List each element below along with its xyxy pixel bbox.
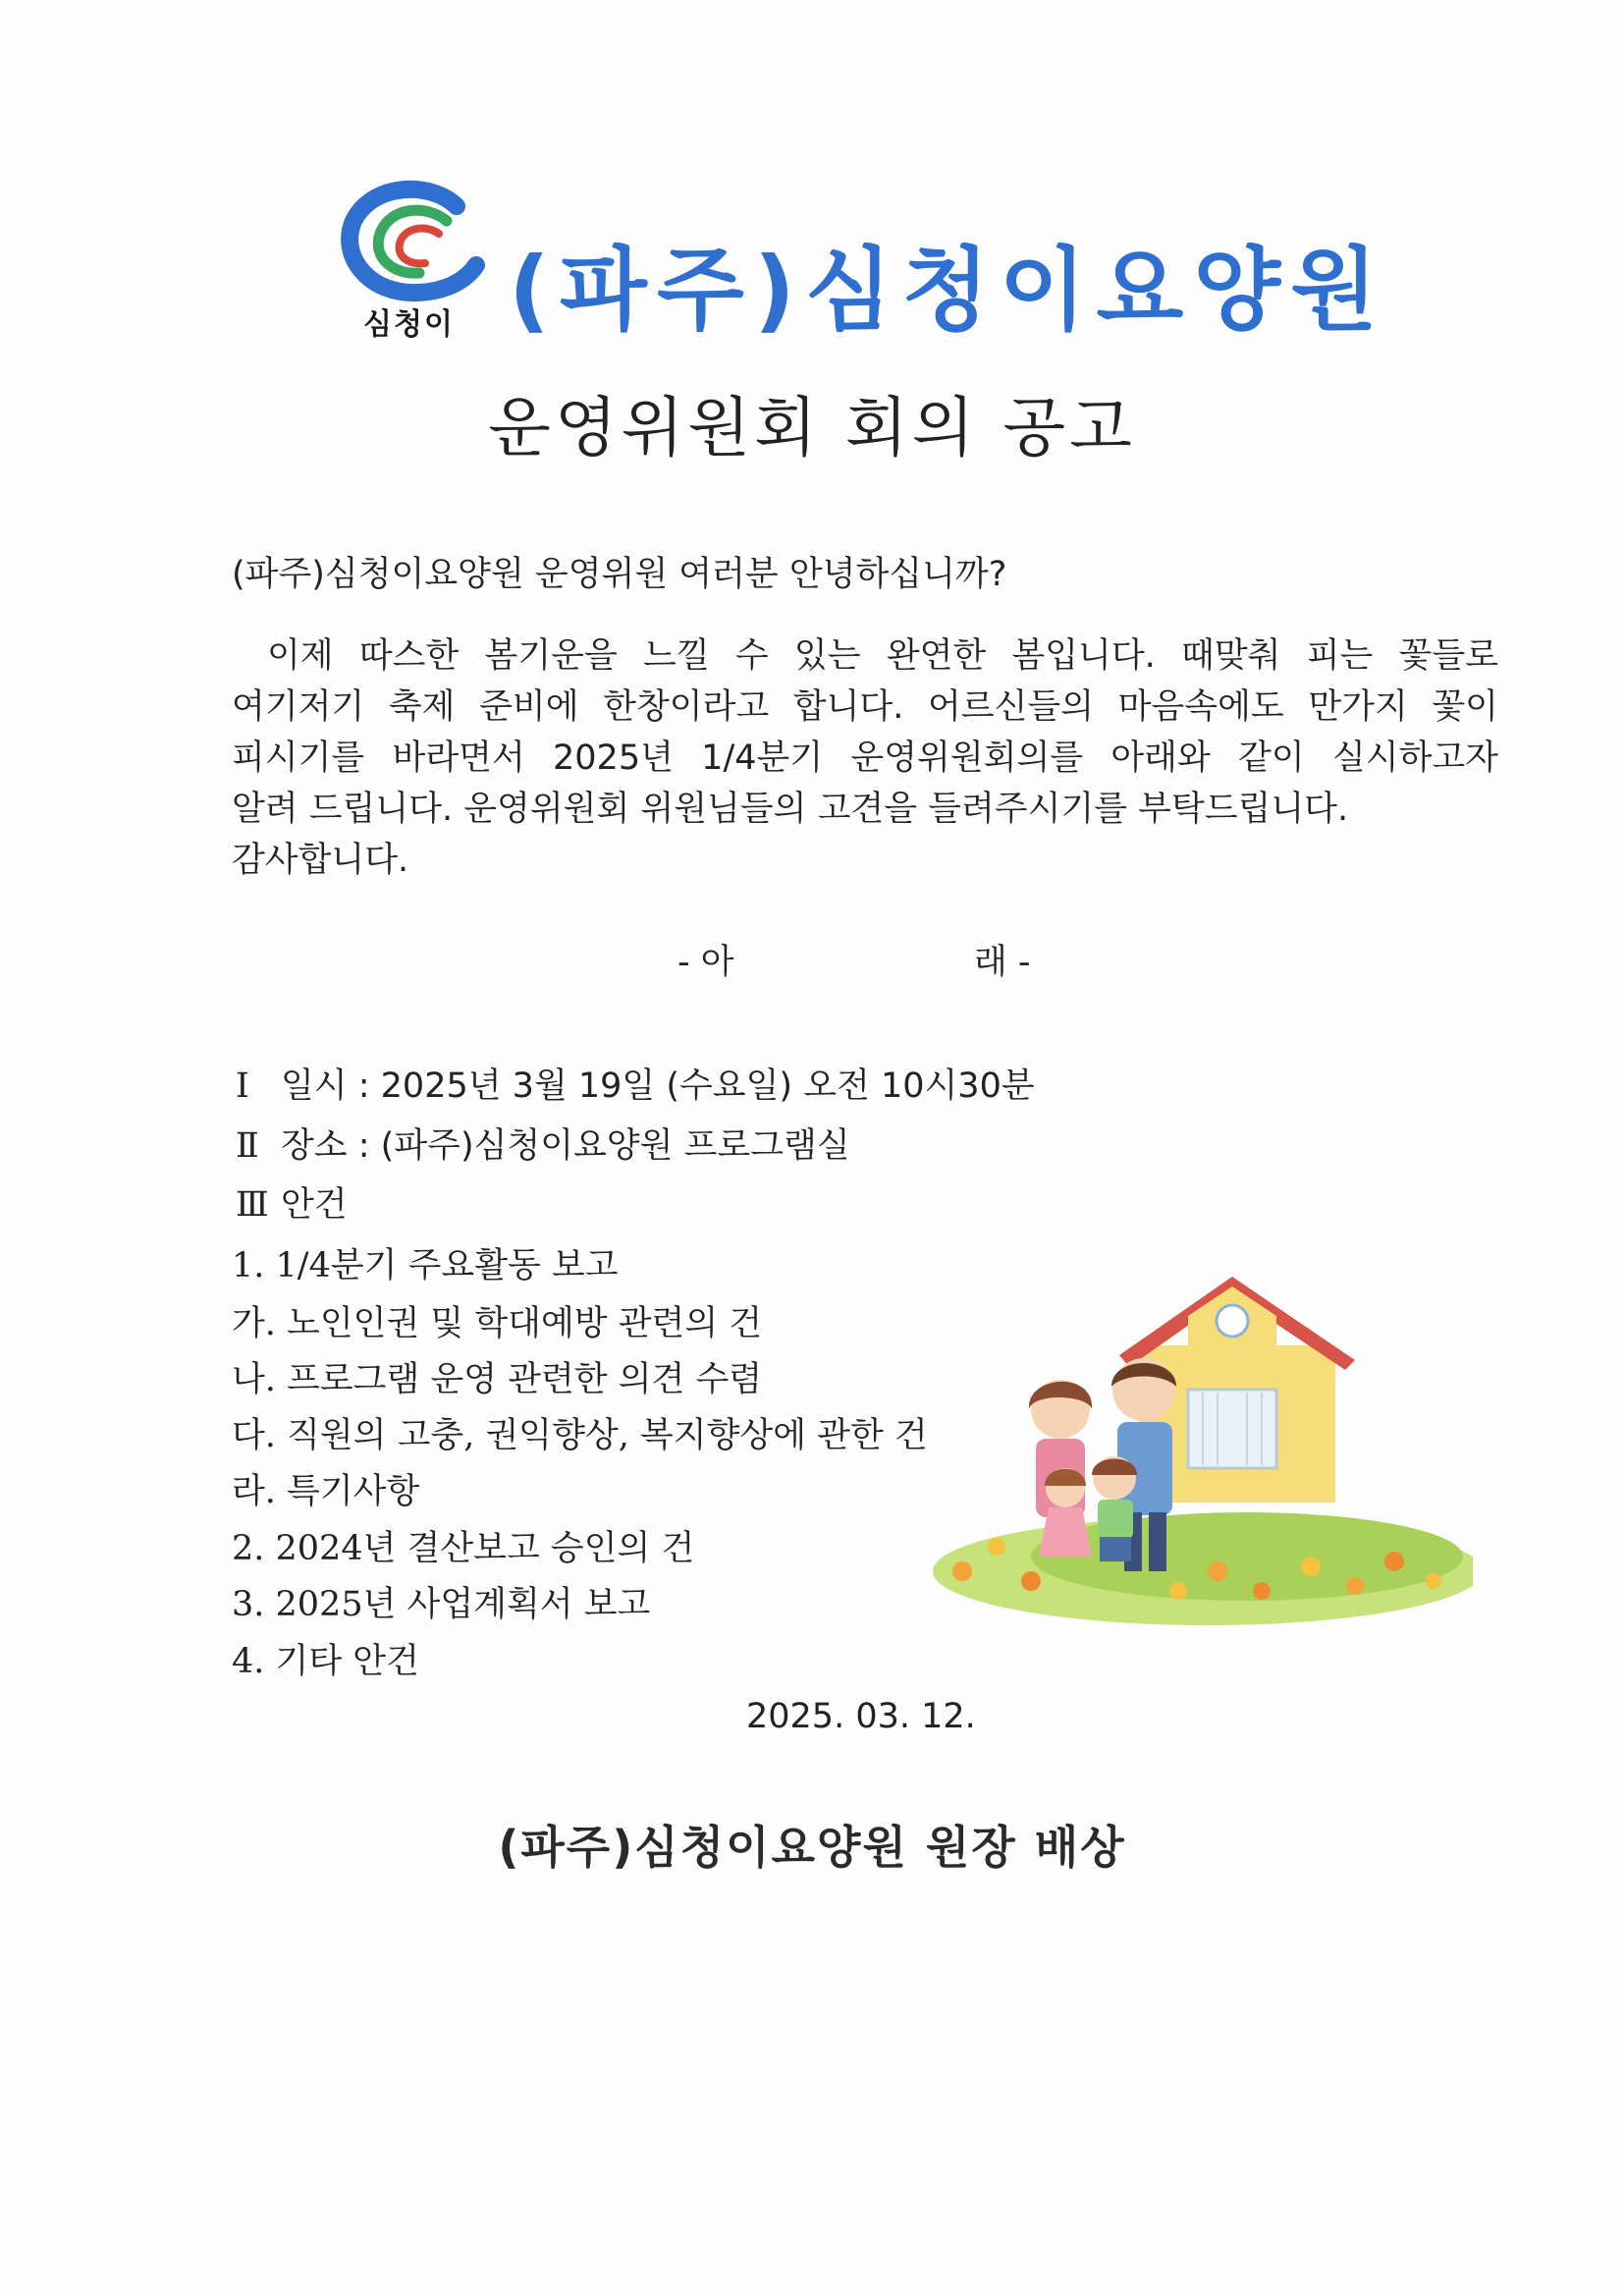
logo-small-text: 심청이 [363, 307, 455, 342]
agenda-item: 2. 2024년 결산보고 승인의 건 [232, 1529, 695, 1568]
body-line: 이제 따스한 봄기운을 느낄 수 있는 완연한 봄입니다. 때맞춰 피는 꽃들로 [267, 636, 1498, 676]
greeting-line: (파주)심청이요양원 운영위원 여러분 안녕하십니까? [232, 555, 1007, 594]
family-house-illustration [923, 1277, 1473, 1630]
agenda-item: 라. 특기사항 [232, 1472, 420, 1511]
agenda-item: 나. 프로그램 운영 관련한 의견 수렴 [232, 1360, 763, 1399]
agenda-heading-text: 안건 [281, 1185, 348, 1225]
arae-right: 래 - [974, 943, 1031, 982]
body-line: 여기저기 축제 준비에 한창이라고 합니다. 어르신들의 마음속에도 만가지 꽃이 [232, 687, 1498, 727]
document-date: 2025. 03. 12. [746, 1697, 976, 1736]
signature: (파주)심청이요양원 원장 배상 [498, 1821, 1126, 1874]
roman-numeral: Ⅲ [236, 1185, 269, 1225]
roman-numeral: Ⅰ [236, 1066, 249, 1106]
info-agenda-heading [236, 1177, 348, 1227]
document-title: 운영위원회 회의 공고 [488, 390, 1136, 465]
agenda-item: 가. 노인인권 및 학대예방 관련의 건 [232, 1304, 763, 1343]
datetime-text: 일시 : 2025년 3월 19일 (수요일) 오전 10시30분 [281, 1066, 1035, 1106]
roman-numeral: Ⅱ [236, 1126, 259, 1166]
body-line: 감사합니다. [232, 841, 409, 880]
arae-left: - 아 [677, 943, 734, 982]
info-place [236, 1119, 850, 1168]
org-title: (파주)심청이요양원 [509, 238, 1388, 343]
body-line: 알려 드립니다. 운영위원회 위원님들의 고견을 들려주시기를 부탁드립니다. [232, 790, 1349, 829]
place-text: 장소 : (파주)심청이요양원 프로그램실 [281, 1126, 850, 1166]
agenda-item: 3. 2025년 사업계획서 보고 [232, 1585, 651, 1624]
info-datetime [236, 1059, 1035, 1108]
logo-icon [339, 177, 496, 304]
agenda-item: 1. 1/4분기 주요활동 보고 [232, 1246, 619, 1285]
body-paragraph [232, 630, 1498, 886]
agenda-item: 다. 직원의 고충, 권익향상, 복지향상에 관한 건 [232, 1416, 928, 1455]
body-line: 피시기를 바라면서 2025년 1/4분기 운영위원회의를 아래와 같이 실시하고자 [232, 738, 1498, 778]
agenda-item: 4. 기타 안건 [232, 1642, 419, 1681]
